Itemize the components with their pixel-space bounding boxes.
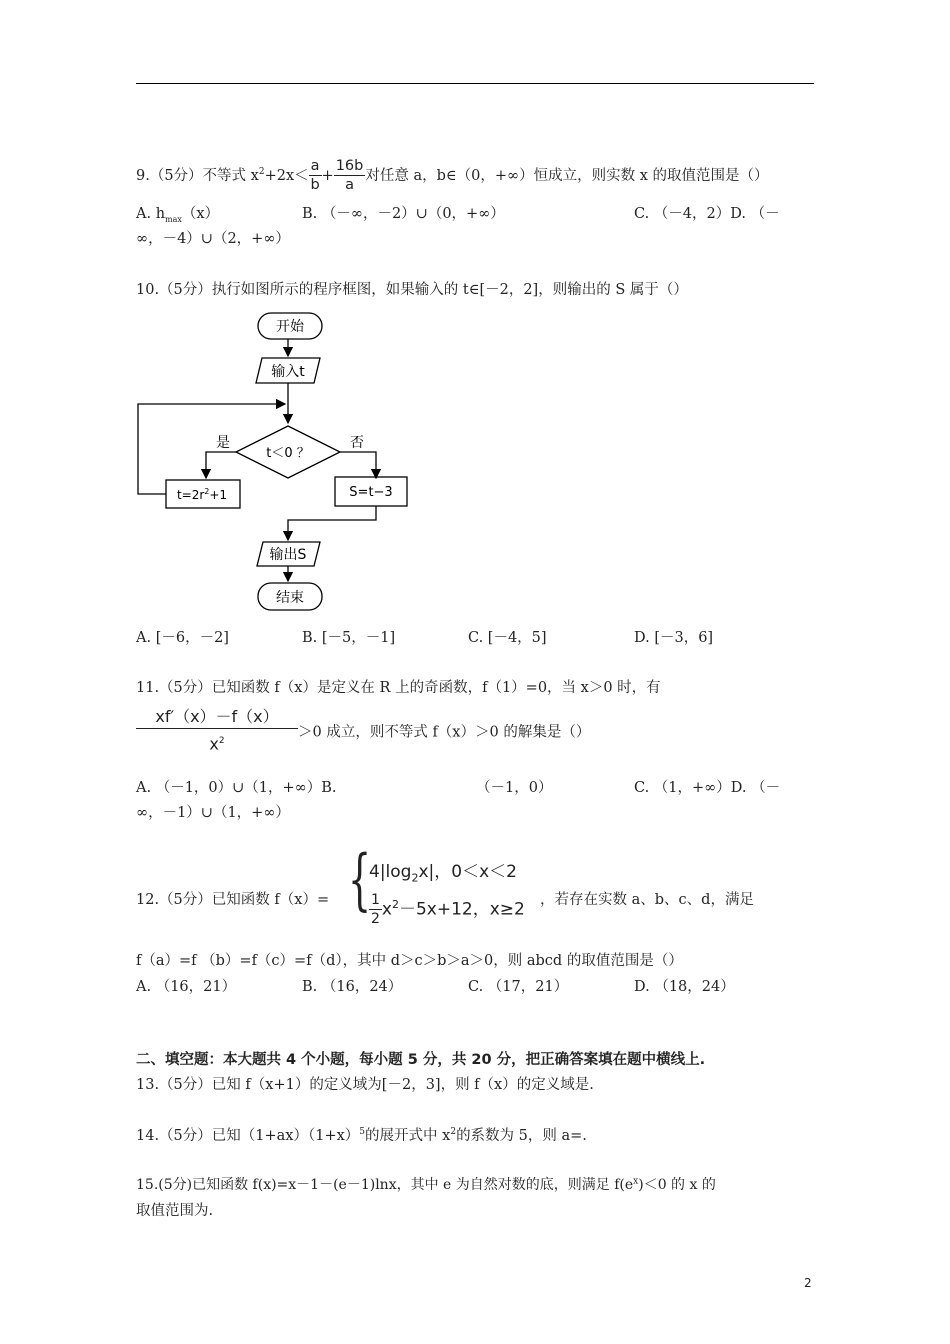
q13-stem: 13.（5分）已知 f（x+1）的定义域为[－2，3]，则 f（x）的定义域是. [136,1077,594,1093]
q9-mid: +2x＜ [264,167,309,184]
q10-option-d: D. [－3，6] [634,630,714,646]
flow-output-label: 输出S [269,547,307,563]
header-rule [136,83,814,84]
q9-option-d-cont: ∞，－4）∪（2，+∞） [136,231,290,247]
flow-left-label: $t=2r^2+1$ [176,487,228,502]
q12-option-b: B. （16，24） [302,979,403,995]
q12-half: $\frac{1}{2}$ [371,892,380,927]
q10-stem: 10.（5分）执行如图所示的程序框图，如果输入的 t∈[－2，2]，则输出的 S 属于（） [136,282,688,298]
q9-plus: + [321,167,334,184]
q11-fraction: $\frac{xf'(x)-f(x)}{x^2}$ [136,706,298,756]
q9-frac-16b-over-a: $\frac{16b}{a}$ [335,158,364,194]
q12-stem-line2: f（a）=f （b）=f（c）=f（d），其中 d＞c＞b＞a＞0，则 abcd 的取值范围是（） [136,953,683,969]
flow-input-label: 输入t [271,364,305,380]
flow-cond-label: t＜0 ？ [266,446,310,461]
q11-stem-line2 [136,706,590,756]
q9-frac-a-over-b: $\frac{a}{b}$ [310,158,320,194]
q12-option-c: C. （17，21） [468,979,569,995]
q9-option-c: C. （－4，2）D. （－ [634,206,780,222]
page-number: 2 [804,1276,812,1290]
flow-right-label: S=t−3 [349,485,393,500]
q11-option-a: A. （－1，0）∪（1，+∞）B. [136,780,337,796]
q9-option-a: A. $h_{max}(x)$ [136,206,220,224]
q10-flowchart [130,308,430,618]
q11-option-d-cont: ∞，－1）∪（1，+∞） [136,805,290,821]
q9-exp: 2 [258,167,265,177]
q12-piece-2: $\frac{1}{2}$ $x^2-5x+12$，x≥2 [371,892,525,927]
q9-lead: 9.（5分）不等式 x [136,167,259,184]
q11-option-b: （－1，0） [476,780,553,796]
q9-stem [136,152,768,196]
q11-stem-line1: 11.（5分）已知函数 f（x）是定义在 R 上的奇函数，f（1）=0，当 x＞0 时，有 [136,680,661,696]
q10-option-b: B. [－5，－1] [302,630,396,646]
flow-no-label: 否 [350,435,364,451]
q9-option-b: B. （－∞，－2）∪（0，+∞） [302,206,505,222]
q12-option-d: D. （18，24） [634,979,735,995]
flow-end-label: 结束 [276,590,304,606]
section-2-heading: 二、填空题：本大题共 4 个小题，每小题 5 分，共 20 分，把正确答案填在题中横线上. [136,1052,706,1068]
q14-stem: 14.（5分）已知$(1+ax)(1+x)^5$的展开式中 $x^2$的系数为 5，则 a=. [136,1127,587,1144]
q12-after: ，若存在实数 a、b、c、d，满足 [540,892,754,908]
q10-option-c: C. [－4，5] [468,630,547,646]
q15-stem-line1: 15.(5分)已知函数 f(x)=x－1－(e－1)lnx，其中 e 为自然对数的底，则满足 $f(e^x)<0$ 的 x 的 [136,1176,716,1193]
q11-tail: ＞0 成立，则不等式 f（x）＞0 的解集是（） [298,724,591,741]
q10-option-a: A. [－6，－2] [136,630,229,646]
q12-lead: 12.（5分）已知函数 f（x）= [136,892,330,908]
q12-option-a: A. （16，21） [136,979,237,995]
q15-stem-line2: 取值范围为. [136,1203,214,1219]
q12-piece-1: $4|\log_2x|$，0＜x＜2 [369,862,517,885]
flow-yes-label: 是 [216,435,230,451]
flow-start-label: 开始 [276,319,304,335]
q9-tail: 对任意 a，b∈（0，+∞）恒成立，则实数 x 的取值范围是（） [365,167,769,184]
q11-option-c: C. （1，+∞）D. （－ [634,780,781,796]
q12-brace: { [348,841,372,918]
